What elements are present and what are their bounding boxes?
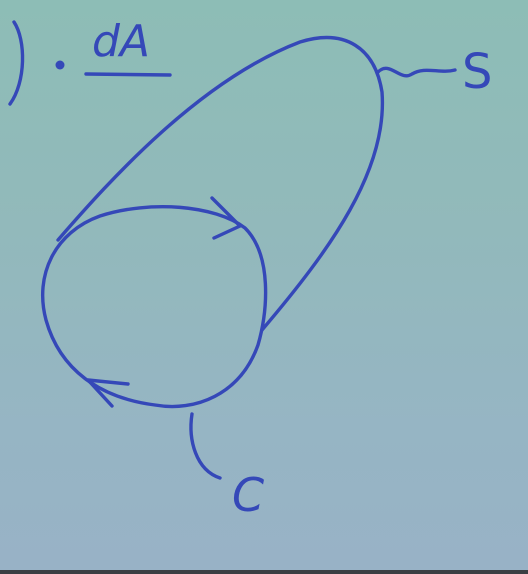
surface-leader-line — [378, 68, 455, 75]
surface-label: S — [462, 44, 493, 100]
closing-parenthesis — [10, 22, 23, 104]
area-element-label: dA — [92, 16, 151, 67]
curve-leader-line — [191, 414, 220, 478]
dot-operator — [56, 61, 65, 70]
dA-underline — [86, 74, 170, 75]
surface-outline — [58, 38, 382, 330]
boundary-curve — [43, 207, 266, 407]
curve-label: C — [232, 468, 265, 522]
